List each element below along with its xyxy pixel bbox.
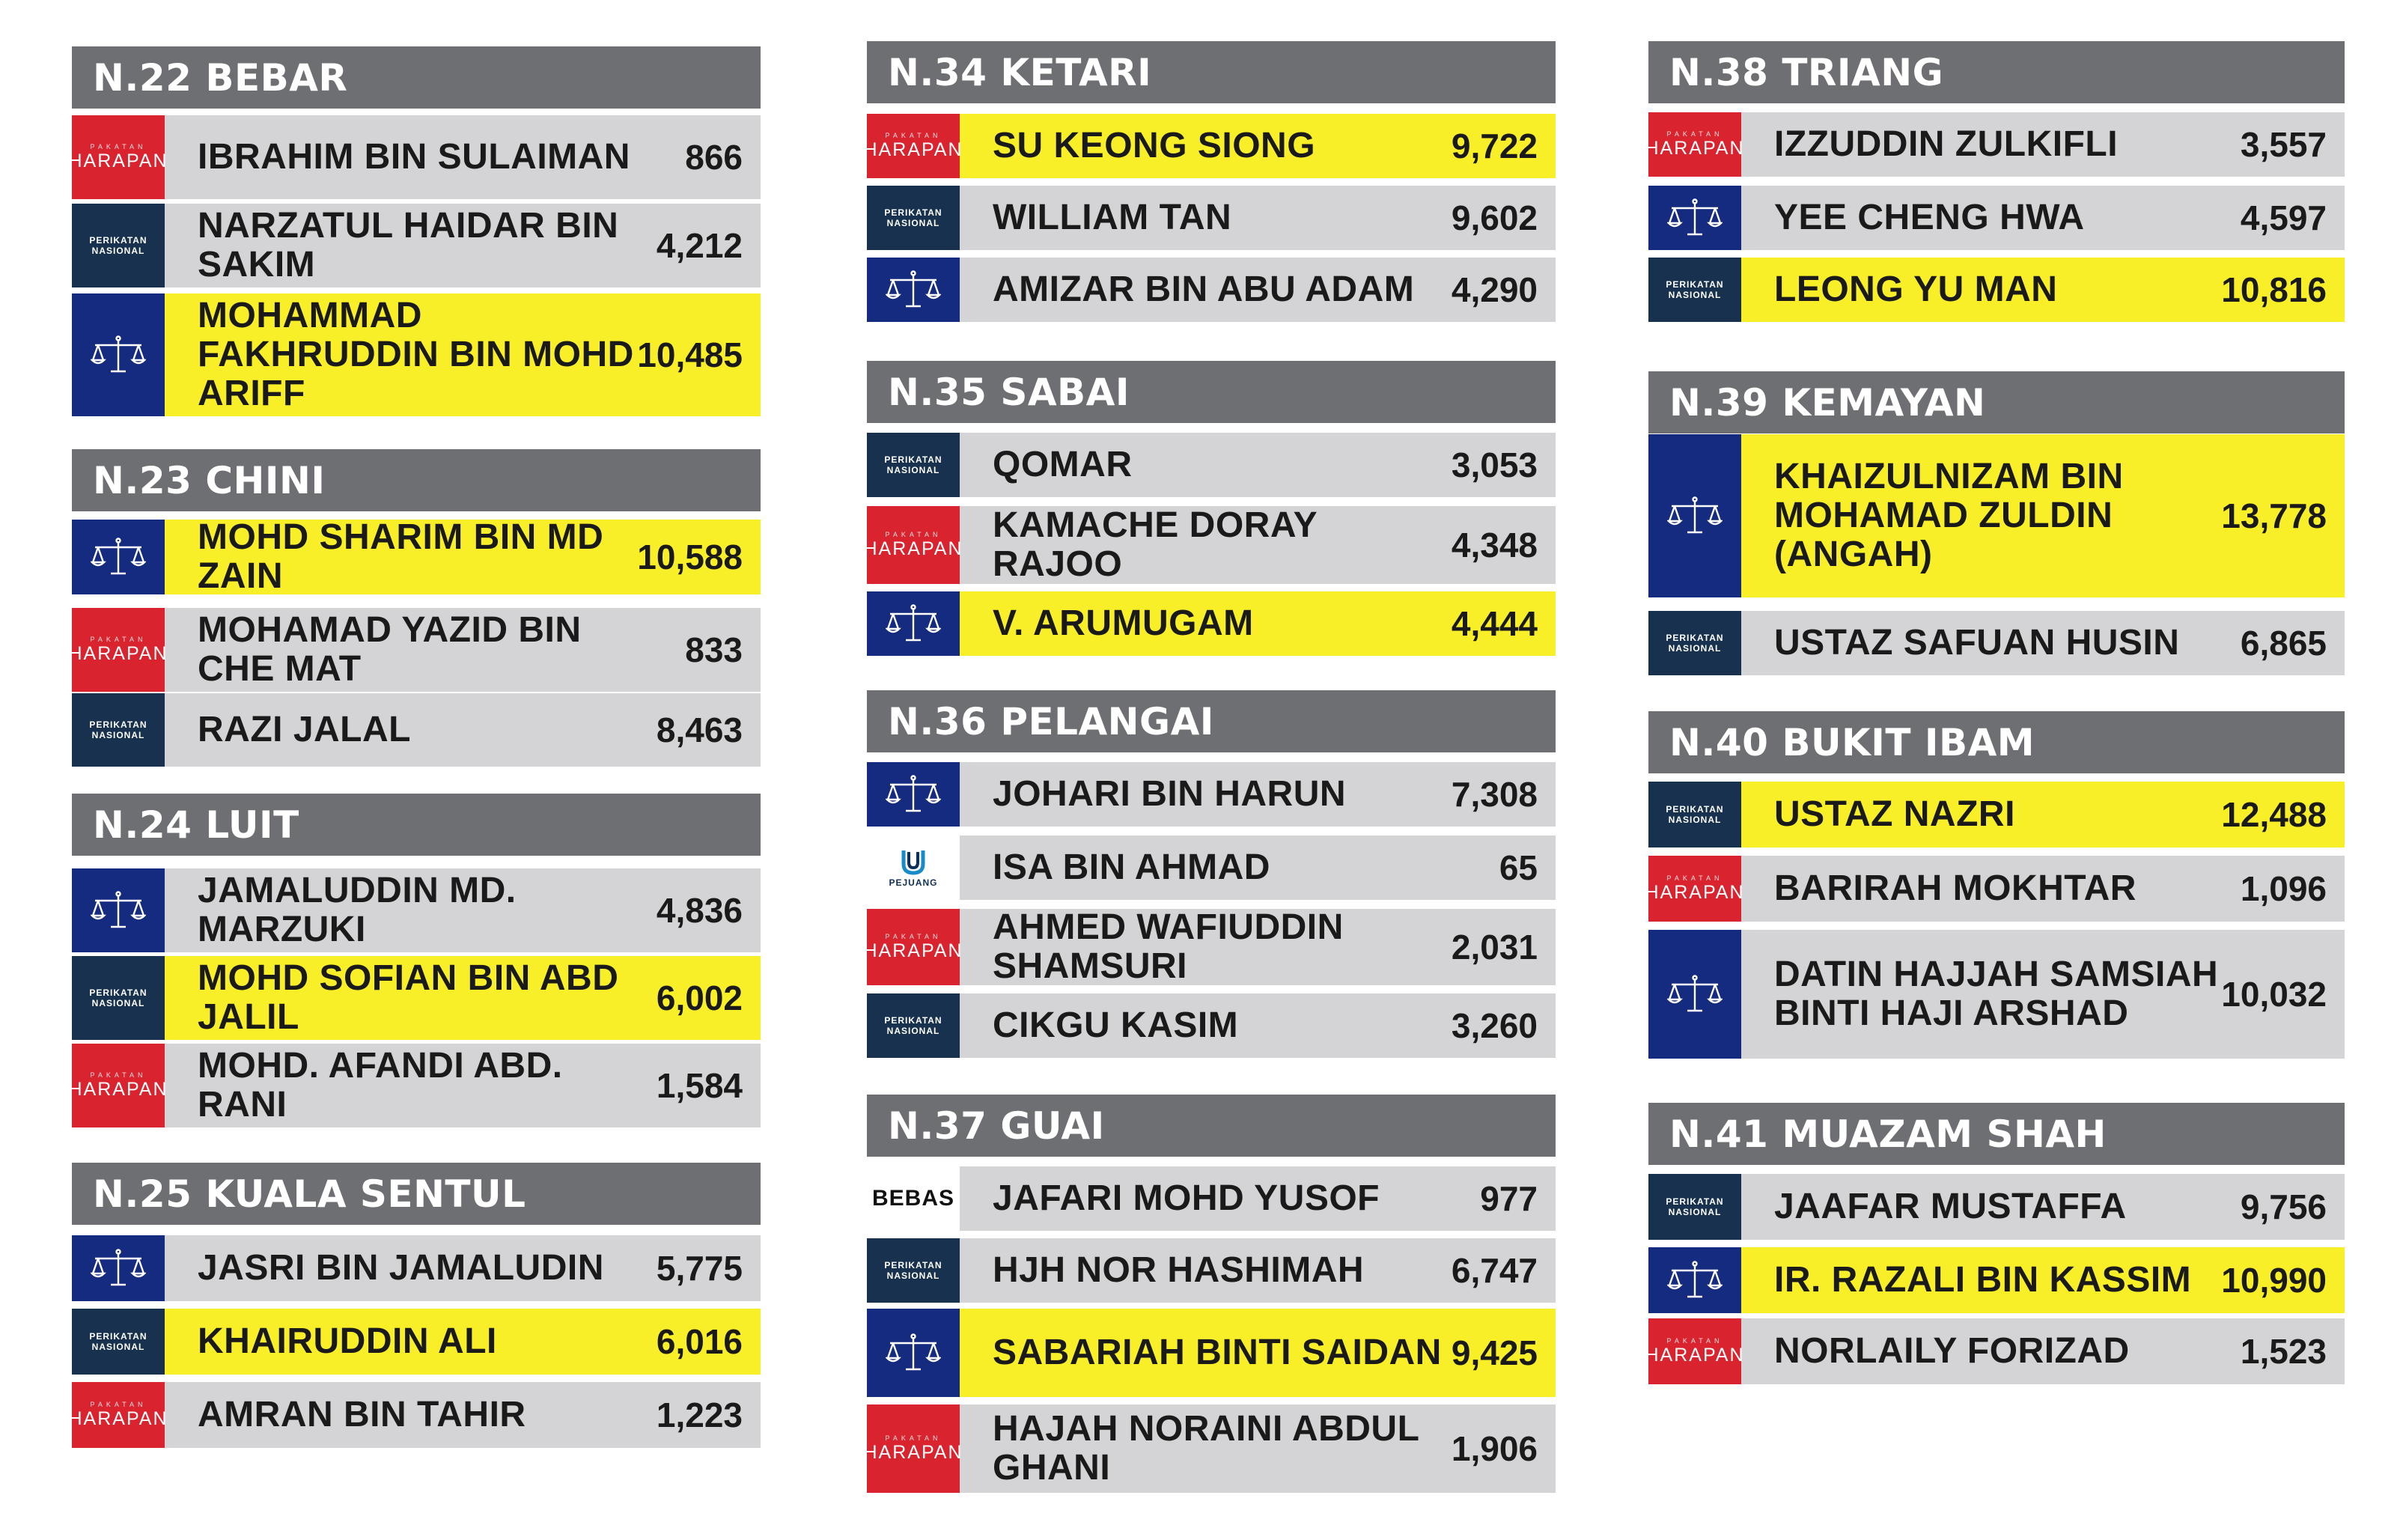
seat-header-n-41-muazam-shah: N.41 MUAZAM SHAH — [1648, 1103, 2345, 1165]
scales-icon — [91, 537, 146, 577]
seat-header-n-25-kuala-sentul: N.25 KUALA SENTUL — [72, 1163, 761, 1225]
candidate-row — [1645, 1318, 2345, 1384]
candidate-row — [1648, 1174, 2345, 1240]
candidate-row — [867, 1238, 1556, 1303]
candidate-row — [867, 1309, 1556, 1397]
vote-count: 7,308 — [1451, 775, 1538, 814]
candidate-row — [863, 909, 1556, 985]
candidate-row — [72, 1235, 761, 1301]
scales-icon — [1667, 198, 1723, 238]
candidate-row — [863, 506, 1556, 584]
nasional-label: NASIONAL — [1668, 290, 1722, 300]
perikatan-label: PERIKATAN — [1666, 633, 1724, 643]
candidate-name: SABARIAH BINTI SAIDAN — [993, 1333, 1442, 1372]
vote-count: 10,485 — [637, 335, 743, 374]
candidate-row — [68, 1382, 761, 1448]
candidate-row — [1648, 611, 2345, 675]
perikatan-nasional-logo — [867, 993, 960, 1058]
perikatan-label: PERIKATAN — [884, 1015, 942, 1026]
perikatan-nasional-logo — [867, 186, 960, 250]
vote-count: 3,053 — [1451, 445, 1538, 484]
candidate-name: KAMACHE DORAY RAJOO — [993, 506, 1318, 584]
nasional-label: NASIONAL — [91, 998, 145, 1008]
vote-count: 1,223 — [656, 1396, 743, 1434]
pakatan-harapan-logo — [68, 608, 168, 692]
candidate-name: LEONG YU MAN — [1774, 270, 2058, 309]
candidate-name: JAAFAR MUSTAFFA — [1774, 1187, 2127, 1226]
perikatan-nasional-logo — [72, 956, 165, 1040]
candidate-row — [863, 114, 1556, 178]
vote-count: 4,348 — [1451, 526, 1538, 564]
candidate-name: RAZI JALAL — [198, 710, 411, 749]
barisan-nasional-logo — [72, 868, 165, 952]
pakatan-label: PAKATAN — [1666, 1337, 1723, 1345]
nasional-label: NASIONAL — [886, 1026, 940, 1036]
pakatan-harapan-logo — [1645, 1318, 1745, 1384]
bebas-logo — [867, 1166, 960, 1231]
barisan-nasional-logo — [867, 1309, 960, 1397]
pakatan-harapan-logo — [863, 506, 963, 584]
scales-icon — [91, 335, 146, 375]
candidate-name: AMRAN BIN TAHIR — [198, 1395, 526, 1434]
barisan-nasional-logo — [72, 293, 165, 416]
perikatan-label: PERIKATAN — [1666, 279, 1724, 290]
vote-count: 10,588 — [637, 538, 743, 576]
nasional-label: NASIONAL — [1668, 643, 1722, 654]
perikatan-nasional-logo — [72, 1309, 165, 1375]
perikatan-label: PERIKATAN — [89, 1331, 147, 1342]
candidate-name: KHAIRUDDIN ALI — [198, 1321, 497, 1361]
vote-count: 1,096 — [2240, 869, 2327, 908]
seat-header-n-39-kemayan: N.39 KEMAYAN — [1648, 371, 2345, 433]
pakatan-harapan-logo — [863, 909, 963, 985]
candidate-row — [72, 1309, 761, 1375]
seat-header-n-36-pelangai: N.36 PELANGAI — [867, 690, 1556, 752]
barisan-nasional-logo — [1648, 186, 1741, 250]
vote-count: 977 — [1480, 1179, 1538, 1218]
candidate-name: YEE CHENG HWA — [1774, 198, 2085, 237]
candidate-row — [867, 258, 1556, 322]
perikatan-label: PERIKATAN — [89, 719, 147, 730]
candidate-row — [867, 186, 1556, 250]
candidate-name: MOHD SOFIAN BIN ABD JALIL — [198, 958, 619, 1037]
barisan-nasional-logo — [72, 520, 165, 594]
candidate-name: V. ARUMUGAM — [993, 603, 1254, 643]
vote-count: 13,778 — [2221, 496, 2327, 535]
perikatan-nasional-logo — [1648, 1174, 1741, 1240]
vote-count: 10,032 — [2221, 975, 2327, 1014]
candidate-row — [1648, 434, 2345, 597]
candidate-name: MOHD SHARIM BIN MD ZAIN — [198, 520, 604, 594]
candidate-name: HJH NOR HASHIMAH — [993, 1250, 1365, 1290]
harapan-label: HARAPAN — [68, 1079, 168, 1100]
harapan-label: HARAPAN — [68, 643, 168, 664]
nasional-label: NASIONAL — [1668, 1207, 1722, 1217]
candidate-row — [1645, 856, 2345, 922]
candidate-name: MOHAMMAD FAKHRUDDIN BIN MOHD ARIFF — [198, 296, 634, 413]
vote-count: 4,836 — [656, 891, 743, 930]
candidate-row — [867, 1166, 1556, 1231]
candidate-name: JAFARI MOHD YUSOF — [993, 1178, 1380, 1218]
candidate-name: JAMALUDDIN MD. MARZUKI — [198, 871, 517, 949]
perikatan-label: PERIKATAN — [1666, 804, 1724, 815]
candidate-row — [867, 762, 1556, 827]
candidate-name: NORLAILY FORIZAD — [1774, 1331, 2130, 1371]
pakatan-harapan-logo — [863, 1404, 963, 1493]
scales-icon — [1667, 1260, 1723, 1300]
candidate-name: ISA BIN AHMAD — [993, 847, 1270, 887]
harapan-label: HARAPAN — [1645, 882, 1745, 903]
candidate-name: WILLIAM TAN — [993, 198, 1232, 237]
nasional-label: NASIONAL — [91, 246, 145, 256]
pakatan-label: PAKATAN — [90, 636, 147, 643]
barisan-nasional-logo — [867, 258, 960, 322]
pakatan-label: PAKATAN — [90, 1401, 147, 1408]
scales-icon — [886, 774, 941, 815]
candidate-row — [867, 993, 1556, 1058]
perikatan-label: PERIKATAN — [89, 235, 147, 246]
candidate-name: MOHD. AFANDI ABD. RANI — [198, 1046, 563, 1124]
seat-header-n-34-ketari: N.34 KETARI — [867, 41, 1556, 103]
perikatan-nasional-logo — [867, 433, 960, 497]
candidate-name: BARIRAH MOKHTAR — [1774, 868, 2137, 908]
perikatan-label: PERIKATAN — [89, 987, 147, 998]
candidate-row — [1648, 782, 2345, 847]
nasional-label: NASIONAL — [886, 218, 940, 228]
candidate-name: KHAIZULNIZAM BIN MOHAMAD ZULDIN (ANGAH) — [1774, 457, 2124, 574]
candidate-row — [867, 836, 1556, 900]
pakatan-label: PAKATAN — [885, 132, 942, 139]
candidate-name: USTAZ SAFUAN HUSIN — [1774, 623, 2180, 663]
perikatan-nasional-logo — [72, 204, 165, 287]
candidate-name: SU KEONG SIONG — [993, 126, 1316, 165]
seat-header-n-40-bukit-ibam: N.40 BUKIT IBAM — [1648, 711, 2345, 773]
barisan-nasional-logo — [867, 762, 960, 827]
vote-count: 4,212 — [656, 226, 743, 265]
seat-header-n-38-triang: N.38 TRIANG — [1648, 41, 2345, 103]
scales-icon — [1667, 974, 1723, 1014]
nasional-label: NASIONAL — [886, 465, 940, 475]
candidate-row — [68, 115, 761, 199]
perikatan-nasional-logo — [1648, 258, 1741, 322]
candidate-row — [72, 204, 761, 287]
harapan-label: HARAPAN — [863, 139, 963, 160]
candidate-row — [68, 1044, 761, 1127]
scales-icon — [886, 603, 941, 644]
vote-count: 9,756 — [2240, 1187, 2327, 1226]
barisan-nasional-logo — [1648, 930, 1741, 1059]
pakatan-harapan-logo — [68, 1044, 168, 1127]
harapan-label: HARAPAN — [863, 538, 963, 559]
candidate-row — [72, 293, 761, 416]
pakatan-label: PAKATAN — [885, 1434, 942, 1442]
vote-count: 1,523 — [2240, 1332, 2327, 1371]
seat-header-n-22-bebar: N.22 BEBAR — [72, 46, 761, 109]
seat-header-n-37-guai: N.37 GUAI — [867, 1095, 1556, 1157]
candidate-row — [72, 956, 761, 1040]
scales-icon — [91, 890, 146, 931]
pakatan-label: PAKATAN — [90, 1071, 147, 1079]
scales-icon — [886, 270, 941, 310]
vote-count: 866 — [685, 138, 743, 177]
candidate-row — [867, 433, 1556, 497]
pakatan-label: PAKATAN — [885, 933, 942, 940]
candidate-name: IZZUDDIN ZULKIFLI — [1774, 124, 2119, 164]
vote-count: 2,031 — [1451, 928, 1538, 967]
vote-count: 1,584 — [656, 1066, 743, 1105]
nasional-label: NASIONAL — [886, 1270, 940, 1281]
scales-icon — [886, 1333, 941, 1373]
candidate-name: DATIN HAJJAH SAMSIAH BINTI HAJI ARSHAD — [1774, 955, 2219, 1033]
pakatan-harapan-logo — [863, 114, 963, 178]
candidate-row — [867, 591, 1556, 656]
vote-count: 10,990 — [2221, 1261, 2327, 1300]
vote-count: 9,425 — [1451, 1333, 1538, 1372]
harapan-label: HARAPAN — [68, 150, 168, 171]
bebas-label: BEBAS — [871, 1186, 954, 1211]
candidate-name: AHMED WAFIUDDIN SHAMSURI — [993, 909, 1344, 985]
vote-count: 12,488 — [2221, 795, 2327, 834]
nasional-label: NASIONAL — [1668, 815, 1722, 825]
vote-count: 5,775 — [656, 1249, 743, 1288]
vote-count: 3,557 — [2240, 125, 2327, 164]
candidate-name: JASRI BIN JAMALUDIN — [198, 1248, 604, 1288]
nasional-label: NASIONAL — [91, 730, 145, 740]
candidate-name: IBRAHIM BIN SULAIMAN — [198, 137, 630, 177]
pejuang-logo — [867, 836, 960, 900]
candidate-row — [72, 520, 761, 594]
harapan-label: HARAPAN — [1645, 1345, 1745, 1366]
candidate-name: MOHAMAD YAZID BIN CHE MAT — [198, 610, 582, 689]
vote-count: 65 — [1499, 848, 1538, 887]
vote-count: 6,002 — [656, 979, 743, 1017]
pakatan-label: PAKATAN — [1666, 874, 1723, 882]
pakatan-harapan-logo — [68, 115, 168, 199]
pejuang-label: PEJUANG — [889, 877, 938, 888]
vote-count: 8,463 — [656, 710, 743, 749]
vote-count: 4,290 — [1451, 270, 1538, 309]
candidate-row — [1648, 1247, 2345, 1313]
pakatan-label: PAKATAN — [90, 143, 147, 150]
vote-count: 4,597 — [2240, 198, 2327, 237]
perikatan-nasional-logo — [1648, 611, 1741, 675]
perikatan-nasional-logo — [867, 1238, 960, 1303]
vote-count: 9,722 — [1451, 127, 1538, 165]
perikatan-label: PERIKATAN — [884, 454, 942, 465]
candidate-row — [863, 1404, 1556, 1493]
scales-icon — [1667, 496, 1723, 536]
barisan-nasional-logo — [1648, 434, 1741, 597]
seat-header-n-23-chini: N.23 CHINI — [72, 449, 761, 511]
perikatan-label: PERIKATAN — [884, 207, 942, 218]
barisan-nasional-logo — [1648, 1247, 1741, 1313]
seat-header-n-35-sabai: N.35 SABAI — [867, 361, 1556, 423]
vote-count: 3,260 — [1451, 1006, 1538, 1045]
candidate-row — [1648, 186, 2345, 250]
candidate-row — [72, 868, 761, 952]
vote-count: 9,602 — [1451, 198, 1538, 237]
seat-header-n-24-luit: N.24 LUIT — [72, 794, 761, 856]
candidate-name: IR. RAZALI BIN KASSIM — [1774, 1260, 2192, 1300]
perikatan-label: PERIKATAN — [884, 1260, 942, 1270]
vote-count: 6,016 — [656, 1322, 743, 1361]
candidate-name: AMIZAR BIN ABU ADAM — [993, 270, 1415, 309]
barisan-nasional-logo — [867, 591, 960, 656]
candidate-row — [1648, 258, 2345, 322]
perikatan-label: PERIKATAN — [1666, 1196, 1724, 1207]
harapan-label: HARAPAN — [863, 940, 963, 961]
candidate-row — [1648, 930, 2345, 1059]
vote-count: 6,747 — [1451, 1251, 1538, 1290]
candidate-name: NARZATUL HAIDAR BIN SAKIM — [198, 206, 619, 284]
pakatan-label: PAKATAN — [885, 531, 942, 538]
vote-count: 4,444 — [1451, 604, 1538, 643]
pakatan-harapan-logo — [1645, 856, 1745, 922]
candidate-name: CIKGU KASIM — [993, 1005, 1239, 1045]
pakatan-label: PAKATAN — [1666, 130, 1723, 138]
candidate-row — [1645, 112, 2345, 177]
pakatan-harapan-logo — [68, 1382, 168, 1448]
nasional-label: NASIONAL — [91, 1342, 145, 1352]
candidate-name: JOHARI BIN HARUN — [993, 774, 1347, 814]
candidate-row — [72, 693, 761, 767]
barisan-nasional-logo — [72, 1235, 165, 1301]
pakatan-harapan-logo — [1645, 112, 1745, 177]
vote-count: 10,816 — [2221, 270, 2327, 309]
vote-count: 6,865 — [2240, 624, 2327, 663]
perikatan-nasional-logo — [1648, 782, 1741, 847]
vote-count: 1,906 — [1451, 1429, 1538, 1468]
pejuang-emblem-icon — [899, 847, 928, 877]
harapan-label: HARAPAN — [863, 1442, 963, 1463]
candidate-name: HAJAH NORAINI ABDUL GHANI — [993, 1409, 1419, 1488]
harapan-label: HARAPAN — [68, 1408, 168, 1429]
scales-icon — [91, 1248, 146, 1288]
candidate-row — [68, 608, 761, 692]
vote-count: 833 — [685, 630, 743, 669]
candidate-name: USTAZ NAZRI — [1774, 794, 2015, 834]
harapan-label: HARAPAN — [1645, 138, 1745, 159]
candidate-name: QOMAR — [993, 445, 1133, 484]
perikatan-nasional-logo — [72, 693, 165, 767]
